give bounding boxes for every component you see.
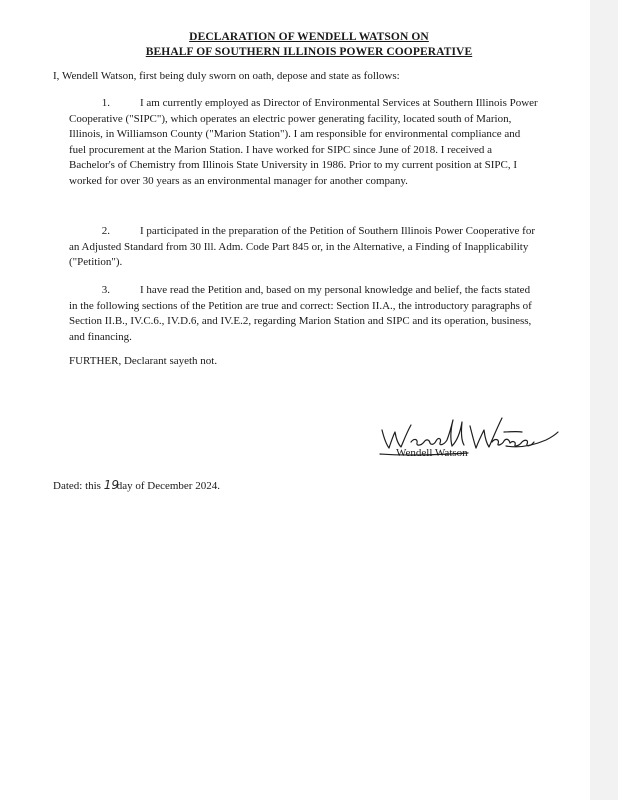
heading-line-1: DECLARATION OF WENDELL WATSON ON	[189, 31, 429, 43]
paragraph-2	[69, 224, 539, 271]
date-line	[53, 478, 220, 492]
date-prefix: Dated: this	[53, 480, 101, 492]
paragraph-text: I am currently employed as Director of Environmental Services at Southern Illinois Power Cooperative ("SIPC"), which operates an electric power generating facility, located south of Marion, Illinois, in Williamson County ("Marion Station"). I am responsible for environmental compliance and fuel procurement at the Marion Station. I have worked for SIPC since June of 2018. I received a Bachelor's of Chemistry from Illinois State University in 1986. Prior to my current position at SIPC, I worked for over 30 years as an environmental manager for another company.	[69, 97, 538, 187]
intro-statement: I, Wendell Watson, first being duly sworn on oath, depose and state as follows:	[53, 70, 400, 82]
handwritten-day: 19	[103, 478, 119, 492]
paragraph-text: I have read the Petition and, based on my personal knowledge and belief, the facts stated in the following sections of the Petition are true and correct: Section II.A., the introductory paragraphs of Section II.B., IV.C.6., IV.D.6, and IV.E.2, regarding Marion Station and SIPC and its operation, business, and financing.	[69, 284, 532, 343]
printed-signer-name: Wendell Watson	[396, 447, 468, 459]
scan-margin	[590, 0, 618, 800]
paragraph-3	[69, 283, 539, 345]
paragraph-number: 1.	[101, 97, 110, 109]
closing-statement: FURTHER, Declarant sayeth not.	[69, 355, 218, 367]
heading-line-2: BEHALF OF SOUTHERN ILLINOIS POWER COOPERATIVE	[145, 46, 473, 58]
paragraph-text: I participated in the preparation of the Petition of Southern Illinois Power Cooperative for an Adjusted Standard from 30 Ill. Adm. Code Part 845 or, in the Alternative, a Finding of Inapplicability ("Petition").	[69, 225, 535, 268]
paragraph-number: 2.	[101, 225, 110, 237]
date-suffix: day of December 2024.	[116, 480, 220, 492]
paragraph-number: 3.	[101, 284, 110, 296]
paragraph-1	[69, 96, 539, 189]
